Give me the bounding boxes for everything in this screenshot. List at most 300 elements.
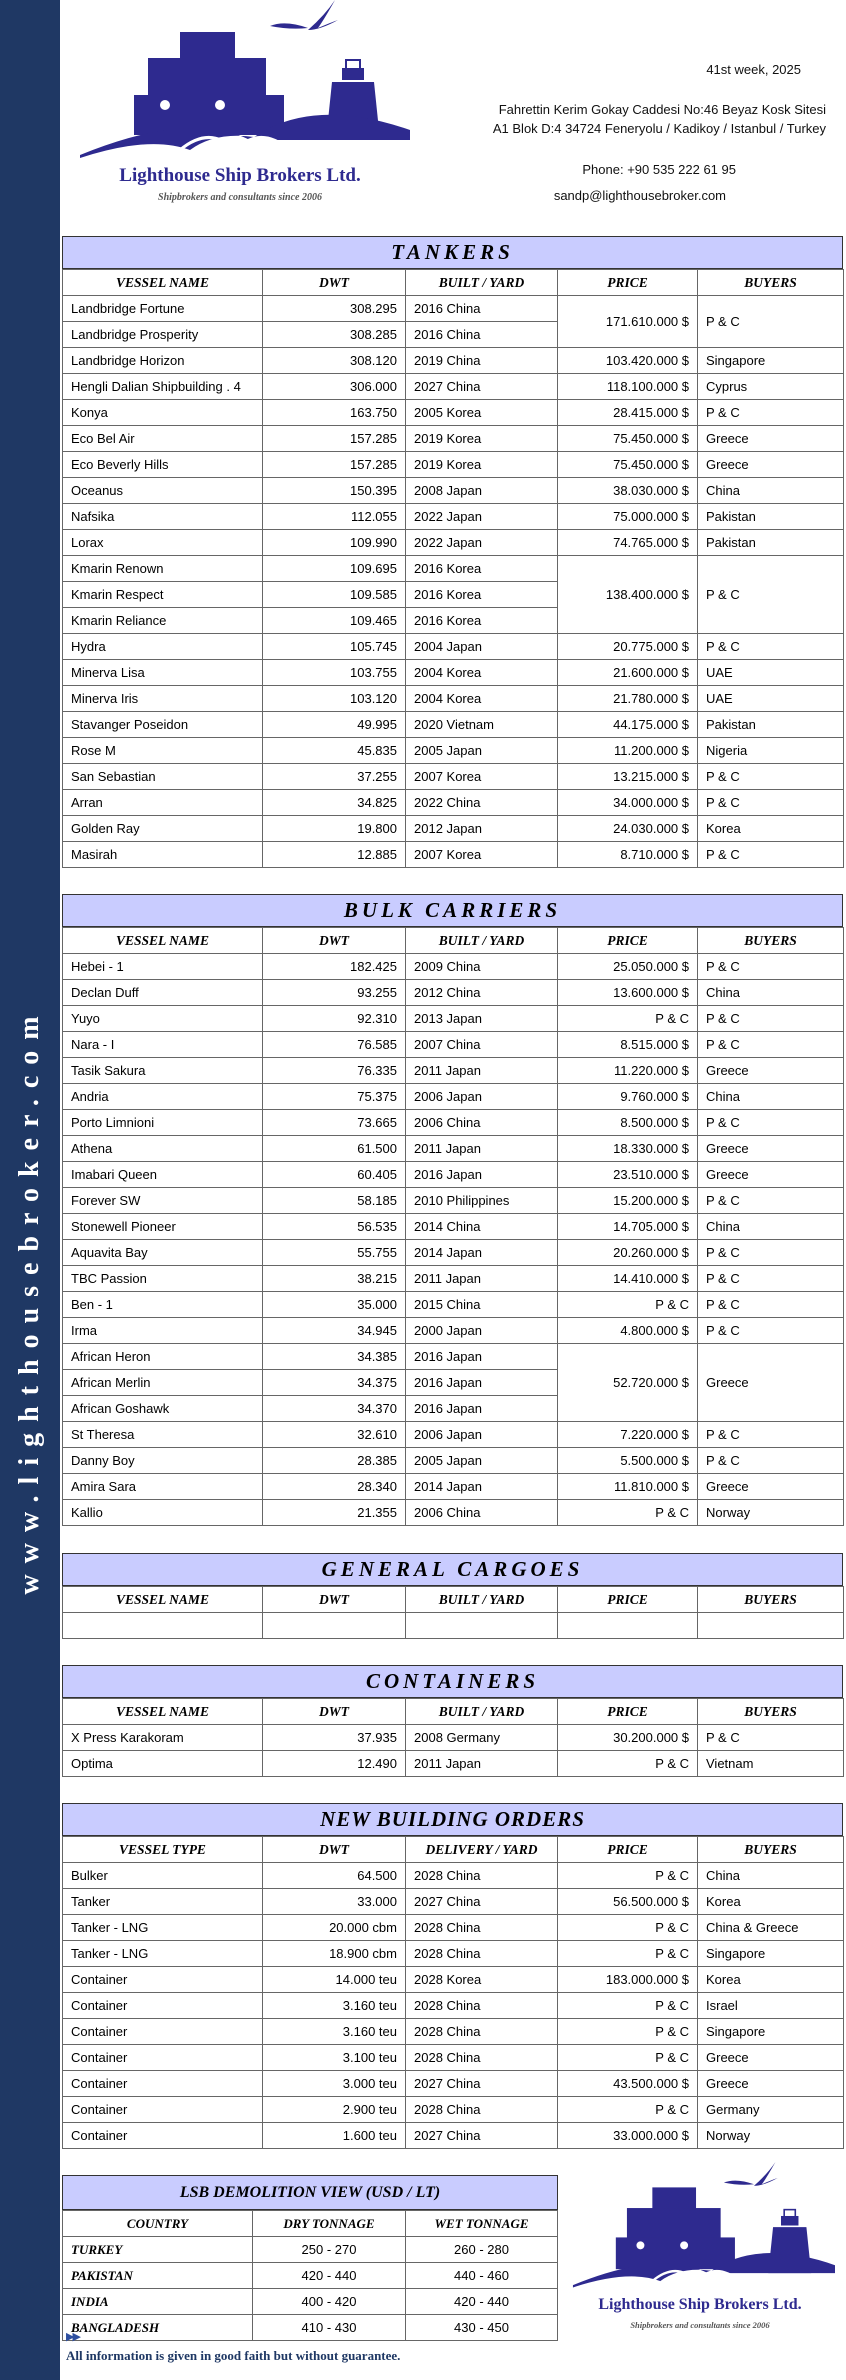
cell-vessel-name: Golden Ray <box>63 816 263 842</box>
table-row <box>63 1863 844 1889</box>
table-row <box>63 374 844 400</box>
address-line-1: Fahrettin Kerim Gokay Caddesi No:46 Beyaz Kosk Sitesi <box>498 102 826 117</box>
cell-dwt: 308.120 <box>263 348 406 374</box>
company-logo-bottom <box>565 2160 835 2335</box>
cell-price: 14.410.000 $ <box>558 1266 698 1292</box>
wet-tonnage: 430 - 450 <box>406 2315 558 2341</box>
dry-tonnage: 250 - 270 <box>253 2237 406 2263</box>
table-row <box>63 842 844 868</box>
table-row <box>63 1136 844 1162</box>
cell-vessel-name: Stonewell Pioneer <box>63 1214 263 1240</box>
cell-built-yard: 2020 Vietnam <box>406 712 558 738</box>
address-line-2: A1 Blok D:4 34724 Feneryolu / Kadikoy / Istanbul / Turkey <box>492 121 826 136</box>
col-header-price: PRICE <box>558 1837 698 1863</box>
cell-built-yard: 2028 China <box>406 1863 558 1889</box>
phone: Phone: +90 535 222 61 95 <box>582 162 736 177</box>
cell-built-yard: 2011 Japan <box>406 1266 558 1292</box>
header-row <box>63 270 844 296</box>
cell-dwt: 3.160 teu <box>263 2019 406 2045</box>
cell-buyers: Korea <box>698 816 844 842</box>
cell-built-yard: 2022 China <box>406 790 558 816</box>
header-row <box>63 1837 844 1863</box>
header-row <box>63 2211 558 2237</box>
table-row <box>63 1344 844 1370</box>
wet-tonnage: 260 - 280 <box>406 2237 558 2263</box>
table-row <box>63 452 844 478</box>
cell-built-yard: 2016 Korea <box>406 608 558 634</box>
cell-buyers: P & C <box>698 842 844 868</box>
table-row <box>63 764 844 790</box>
cell-built-yard: 2027 China <box>406 2071 558 2097</box>
cell-built-yard: 2011 Japan <box>406 1058 558 1084</box>
cell-vessel-name: Ben - 1 <box>63 1292 263 1318</box>
cell-dwt: 14.000 teu <box>263 1967 406 1993</box>
tankers-table <box>62 269 844 868</box>
company-tagline-bottom: Shipbrokers and consultants since 2006 <box>630 2320 770 2330</box>
col-header-dwt: DWT <box>263 1587 406 1613</box>
cell-buyers: P & C <box>698 1006 844 1032</box>
cell-buyers: P & C <box>698 1422 844 1448</box>
cell-dwt: 308.295 <box>263 296 406 322</box>
cell-vessel-name: Optima <box>63 1751 263 1777</box>
cell-buyers: Nigeria <box>698 738 844 764</box>
table-row <box>63 1500 844 1526</box>
cell-dwt: 93.255 <box>263 980 406 1006</box>
cell-price: 75.450.000 $ <box>558 426 698 452</box>
cell-dwt: 34.385 <box>263 1344 406 1370</box>
cell-price: 24.030.000 $ <box>558 816 698 842</box>
cell-vessel-name: Athena <box>63 1136 263 1162</box>
cell-dwt: 61.500 <box>263 1136 406 1162</box>
cell-price: 11.200.000 $ <box>558 738 698 764</box>
cell-vessel-name: Nafsika <box>63 504 263 530</box>
cell-buyers: Greece <box>698 2045 844 2071</box>
containers-title: CONTAINERS <box>62 1665 843 1698</box>
cell-dwt: 105.745 <box>263 634 406 660</box>
letterhead <box>60 0 846 225</box>
cell-price: P & C <box>558 1993 698 2019</box>
newbuild-body <box>63 1837 844 2149</box>
cell-buyers: P & C <box>698 1188 844 1214</box>
cell-dwt: 3.100 teu <box>263 2045 406 2071</box>
cell-vessel-name: Arran <box>63 790 263 816</box>
cell-built-yard: 2028 China <box>406 2097 558 2123</box>
cell-built-yard: 2027 China <box>406 2123 558 2149</box>
table-row <box>63 1993 844 2019</box>
cell-dwt: 19.800 <box>263 816 406 842</box>
cell-dwt: 49.995 <box>263 712 406 738</box>
table-row <box>63 954 844 980</box>
table-row <box>63 2123 844 2149</box>
demolition-col-header: WET TONNAGE <box>406 2211 558 2237</box>
cell-price: 20.775.000 $ <box>558 634 698 660</box>
cell-buyers: Cyprus <box>698 374 844 400</box>
cell-built-yard: 2016 Korea <box>406 582 558 608</box>
cell-dwt: 34.825 <box>263 790 406 816</box>
cell-price: 8.710.000 $ <box>558 842 698 868</box>
cell-vessel-name: Kallio <box>63 1500 263 1526</box>
cell-dwt: 109.695 <box>263 556 406 582</box>
cell-price: P & C <box>558 1863 698 1889</box>
cell-vessel-name: Landbridge Horizon <box>63 348 263 374</box>
cell-dwt: 28.385 <box>263 1448 406 1474</box>
cell-buyers: P & C <box>698 1318 844 1344</box>
cell-buyers: China <box>698 1084 844 1110</box>
cell-dwt: 2.900 teu <box>263 2097 406 2123</box>
general-body <box>63 1587 844 1639</box>
cell-dwt: 3.160 teu <box>263 1993 406 2019</box>
cell-price: 28.415.000 $ <box>558 400 698 426</box>
cell-vessel-name: Minerva Lisa <box>63 660 263 686</box>
cell-vessel-name: Irma <box>63 1318 263 1344</box>
cell-built-yard: 2022 Japan <box>406 504 558 530</box>
cell-price: 18.330.000 $ <box>558 1136 698 1162</box>
cell-dwt: 12.885 <box>263 842 406 868</box>
cell-built-yard: 2016 Japan <box>406 1370 558 1396</box>
cell-built-yard: 2007 Korea <box>406 842 558 868</box>
table-row <box>63 1266 844 1292</box>
table-row <box>63 980 844 1006</box>
cell-price: 118.100.000 $ <box>558 374 698 400</box>
cell-vessel-name: Kmarin Reliance <box>63 608 263 634</box>
company-logo <box>70 0 410 210</box>
cell-buyers: Singapore <box>698 2019 844 2045</box>
cell-dwt: 3.000 teu <box>263 2071 406 2097</box>
table-row <box>63 634 844 660</box>
cell-buyers: Korea <box>698 1889 844 1915</box>
cell-built-yard: 2004 Korea <box>406 660 558 686</box>
cell-built-yard: 2019 China <box>406 348 558 374</box>
cell-vessel-name: Tanker <box>63 1889 263 1915</box>
table-row <box>63 1751 844 1777</box>
cell-vessel-name: San Sebastian <box>63 764 263 790</box>
dry-tonnage: 410 - 430 <box>253 2315 406 2341</box>
cell-built-yard: 2015 China <box>406 1292 558 1318</box>
header-row <box>63 1587 844 1613</box>
col-header-buyers: BUYERS <box>698 1699 844 1725</box>
cell-price: 13.215.000 $ <box>558 764 698 790</box>
country: PAKISTAN <box>63 2263 253 2289</box>
cell-dwt: 35.000 <box>263 1292 406 1318</box>
demolition-title: LSB DEMOLITION VIEW (USD / LT) <box>62 2175 558 2210</box>
cell-price: 38.030.000 $ <box>558 478 698 504</box>
cell-price: 8.515.000 $ <box>558 1032 698 1058</box>
cell-price: 75.450.000 $ <box>558 452 698 478</box>
cell-vessel-name: Hydra <box>63 634 263 660</box>
cell-price: P & C <box>558 2045 698 2071</box>
cell-price: 138.400.000 $ <box>558 556 698 634</box>
cell-built-yard: 2014 Japan <box>406 1474 558 1500</box>
cell-built-yard: 2005 Korea <box>406 400 558 426</box>
col-header-dwt: DWT <box>263 1699 406 1725</box>
cell-dwt: 76.335 <box>263 1058 406 1084</box>
cell-dwt: 37.255 <box>263 764 406 790</box>
containers-body <box>63 1699 844 1777</box>
cell-dwt: 75.375 <box>263 1084 406 1110</box>
cell-built-yard: 2028 Korea <box>406 1967 558 1993</box>
table-row <box>63 1292 844 1318</box>
dry-tonnage: 420 - 440 <box>253 2263 406 2289</box>
cell-dwt: 34.945 <box>263 1318 406 1344</box>
cell-vessel-name: Konya <box>63 400 263 426</box>
cell-built-yard: 2014 Japan <box>406 1240 558 1266</box>
table-row <box>63 400 844 426</box>
table-row <box>63 1725 844 1751</box>
cell-buyers: Pakistan <box>698 530 844 556</box>
cell-built-yard: 2004 Korea <box>406 686 558 712</box>
cell-dwt: 76.585 <box>263 1032 406 1058</box>
cell-buyers: Greece <box>698 426 844 452</box>
cell-buyers: UAE <box>698 686 844 712</box>
cell-vessel-name: Container <box>63 1967 263 1993</box>
cell-built-yard: 2022 Japan <box>406 530 558 556</box>
cell-buyers: P & C <box>698 1725 844 1751</box>
cell-buyers: P & C <box>698 790 844 816</box>
cell-price: 21.780.000 $ <box>558 686 698 712</box>
cell-price: 74.765.000 $ <box>558 530 698 556</box>
col-header-price: PRICE <box>558 1587 698 1613</box>
cell-vessel-name: Kmarin Respect <box>63 582 263 608</box>
cell-buyers: P & C <box>698 1240 844 1266</box>
table-row <box>63 1474 844 1500</box>
lighthouse-ship-icon <box>565 2160 835 2295</box>
empty-cell <box>558 1613 698 1639</box>
col-header-buyers: BUYERS <box>698 1587 844 1613</box>
cell-buyers: Israel <box>698 1993 844 2019</box>
table-row <box>63 1058 844 1084</box>
cell-buyers: Norway <box>698 2123 844 2149</box>
header-row <box>63 928 844 954</box>
cell-price: 25.050.000 $ <box>558 954 698 980</box>
cell-built-yard: 2028 China <box>406 1993 558 2019</box>
cell-vessel-name: Porto Limnioni <box>63 1110 263 1136</box>
cell-vessel-name: Danny Boy <box>63 1448 263 1474</box>
cell-price: P & C <box>558 1915 698 1941</box>
table-row <box>63 712 844 738</box>
cell-built-yard: 2028 China <box>406 1941 558 1967</box>
table-row <box>63 426 844 452</box>
cell-buyers: P & C <box>698 764 844 790</box>
table-row <box>63 1915 844 1941</box>
cell-price: P & C <box>558 1292 698 1318</box>
containers-table <box>62 1698 844 1777</box>
cell-dwt: 21.355 <box>263 1500 406 1526</box>
cell-buyers: Greece <box>698 1344 844 1422</box>
cell-vessel-name: Andria <box>63 1084 263 1110</box>
cell-dwt: 157.285 <box>263 452 406 478</box>
cell-dwt: 60.405 <box>263 1162 406 1188</box>
cell-buyers: P & C <box>698 634 844 660</box>
empty-cell <box>698 1613 844 1639</box>
cell-buyers: Pakistan <box>698 504 844 530</box>
cell-buyers: Greece <box>698 452 844 478</box>
table-row <box>63 1889 844 1915</box>
cell-buyers: China <box>698 1863 844 1889</box>
cell-price: P & C <box>558 1941 698 1967</box>
cell-dwt: 109.990 <box>263 530 406 556</box>
cell-dwt: 56.535 <box>263 1214 406 1240</box>
cell-dwt: 33.000 <box>263 1889 406 1915</box>
cell-price: 183.000.000 $ <box>558 1967 698 1993</box>
cell-price: 23.510.000 $ <box>558 1162 698 1188</box>
new-building-title: NEW BUILDING ORDERS <box>62 1803 843 1836</box>
cell-dwt: 109.585 <box>263 582 406 608</box>
cell-price: 21.600.000 $ <box>558 660 698 686</box>
cell-dwt: 1.600 teu <box>263 2123 406 2149</box>
cell-buyers: China <box>698 980 844 1006</box>
cell-price: 15.200.000 $ <box>558 1188 698 1214</box>
table-row <box>63 1032 844 1058</box>
col-header-buyers: BUYERS <box>698 928 844 954</box>
cell-buyers: Greece <box>698 1162 844 1188</box>
cell-dwt: 157.285 <box>263 426 406 452</box>
cell-dwt: 112.055 <box>263 504 406 530</box>
cell-dwt: 58.185 <box>263 1188 406 1214</box>
cell-buyers: Germany <box>698 2097 844 2123</box>
cell-buyers: P & C <box>698 1032 844 1058</box>
demolition-body <box>63 2211 558 2341</box>
demolition-table <box>62 2175 558 2341</box>
table-row <box>63 2045 844 2071</box>
new-building-table <box>62 1836 844 2149</box>
country: INDIA <box>63 2289 253 2315</box>
dry-tonnage: 400 - 420 <box>253 2289 406 2315</box>
cell-price: 44.175.000 $ <box>558 712 698 738</box>
cell-dwt: 182.425 <box>263 954 406 980</box>
bulk-body <box>63 928 844 1526</box>
cell-vessel-name: Masirah <box>63 842 263 868</box>
cell-vessel-name: Landbridge Fortune <box>63 296 263 322</box>
empty-row <box>63 1613 844 1639</box>
general-cargoes-table <box>62 1586 844 1639</box>
cell-built-yard: 2027 China <box>406 374 558 400</box>
cell-built-yard: 2008 Japan <box>406 478 558 504</box>
cell-buyers: Greece <box>698 1474 844 1500</box>
table-row <box>63 556 844 582</box>
cell-price: P & C <box>558 2097 698 2123</box>
cell-vessel-name: Container <box>63 2071 263 2097</box>
cell-buyers: Korea <box>698 1967 844 1993</box>
website-url: www.lighthousebroker.com <box>14 1005 45 1595</box>
table-row <box>63 1448 844 1474</box>
cell-vessel-name: Minerva Iris <box>63 686 263 712</box>
cell-vessel-name: Container <box>63 2123 263 2149</box>
cell-buyers: P & C <box>698 1292 844 1318</box>
cell-buyers: Norway <box>698 1500 844 1526</box>
cell-vessel-name: Eco Beverly Hills <box>63 452 263 478</box>
email[interactable]: sandp@lighthousebroker.com <box>553 188 726 203</box>
country: BANGLADESH <box>63 2315 253 2341</box>
cell-price: P & C <box>558 1751 698 1777</box>
table-row <box>63 2097 844 2123</box>
cell-buyers: China & Greece <box>698 1915 844 1941</box>
cell-dwt: 163.750 <box>263 400 406 426</box>
table-row <box>63 738 844 764</box>
col-header-dwt: DWT <box>263 270 406 296</box>
table-row <box>63 816 844 842</box>
cell-vessel-name: Container <box>63 2019 263 2045</box>
footer-arrow-icon: ▶▶ <box>66 2331 79 2343</box>
col-header-price: PRICE <box>558 1699 698 1725</box>
tankers-title: TANKERS <box>62 236 843 269</box>
cell-vessel-name: Stavanger Poseidon <box>63 712 263 738</box>
table-row <box>63 2019 844 2045</box>
sidebar <box>0 0 60 2380</box>
col-header-built-yard: BUILT / YARD <box>406 1587 558 1613</box>
table-row <box>63 790 844 816</box>
cell-buyers: P & C <box>698 400 844 426</box>
col-header-built-yard: BUILT / YARD <box>406 270 558 296</box>
col-header-built-yard: BUILT / YARD <box>406 928 558 954</box>
cell-vessel-name: Rose M <box>63 738 263 764</box>
cell-dwt: 18.900 cbm <box>263 1941 406 1967</box>
cell-price: 30.200.000 $ <box>558 1725 698 1751</box>
cell-built-yard: 2019 Korea <box>406 452 558 478</box>
cell-built-yard: 2016 Korea <box>406 556 558 582</box>
cell-buyers: China <box>698 1214 844 1240</box>
wet-tonnage: 420 - 440 <box>406 2289 558 2315</box>
issue-week: 41st week, 2025 <box>706 62 801 77</box>
cell-vessel-name: Aquavita Bay <box>63 1240 263 1266</box>
cell-vessel-name: TBC Passion <box>63 1266 263 1292</box>
col-header-dwt: DWT <box>263 1837 406 1863</box>
cell-price: 7.220.000 $ <box>558 1422 698 1448</box>
cell-dwt: 28.340 <box>263 1474 406 1500</box>
cell-buyers: P & C <box>698 556 844 634</box>
cell-price: 13.600.000 $ <box>558 980 698 1006</box>
cell-price: P & C <box>558 2019 698 2045</box>
cell-vessel-name: Tanker - LNG <box>63 1915 263 1941</box>
cell-built-yard: 2012 China <box>406 980 558 1006</box>
cell-dwt: 12.490 <box>263 1751 406 1777</box>
cell-price: 11.220.000 $ <box>558 1058 698 1084</box>
cell-built-yard: 2016 China <box>406 322 558 348</box>
cell-vessel-name: African Merlin <box>63 1370 263 1396</box>
cell-price: 14.705.000 $ <box>558 1214 698 1240</box>
cell-buyers: Greece <box>698 2071 844 2097</box>
cell-vessel-name: Tasik Sakura <box>63 1058 263 1084</box>
cell-price: P & C <box>558 1500 698 1526</box>
cell-built-yard: 2009 China <box>406 954 558 980</box>
cell-dwt: 34.370 <box>263 1396 406 1422</box>
cell-built-yard: 2006 China <box>406 1110 558 1136</box>
table-row <box>63 660 844 686</box>
cell-buyers: Greece <box>698 1136 844 1162</box>
cell-price: 33.000.000 $ <box>558 2123 698 2149</box>
cell-built-yard: 2004 Japan <box>406 634 558 660</box>
cell-vessel-name: St Theresa <box>63 1422 263 1448</box>
cell-buyers: Greece <box>698 1058 844 1084</box>
cell-vessel-name: X Press Karakoram <box>63 1725 263 1751</box>
table-row <box>63 1162 844 1188</box>
country: TURKEY <box>63 2237 253 2263</box>
lighthouse-ship-icon <box>70 0 410 165</box>
header-row <box>63 1699 844 1725</box>
table-row <box>63 686 844 712</box>
cell-buyers: China <box>698 478 844 504</box>
cell-built-yard: 2016 China <box>406 296 558 322</box>
cell-built-yard: 2000 Japan <box>406 1318 558 1344</box>
tankers-body <box>63 270 844 868</box>
cell-vessel-name: African Heron <box>63 1344 263 1370</box>
cell-buyers: Pakistan <box>698 712 844 738</box>
demolition-col-header: DRY TONNAGE <box>253 2211 406 2237</box>
cell-built-yard: 2027 China <box>406 1889 558 1915</box>
cell-dwt: 45.835 <box>263 738 406 764</box>
cell-built-yard: 2010 Philippines <box>406 1188 558 1214</box>
cell-vessel-name: Tanker - LNG <box>63 1941 263 1967</box>
cell-vessel-name: Nara - I <box>63 1032 263 1058</box>
